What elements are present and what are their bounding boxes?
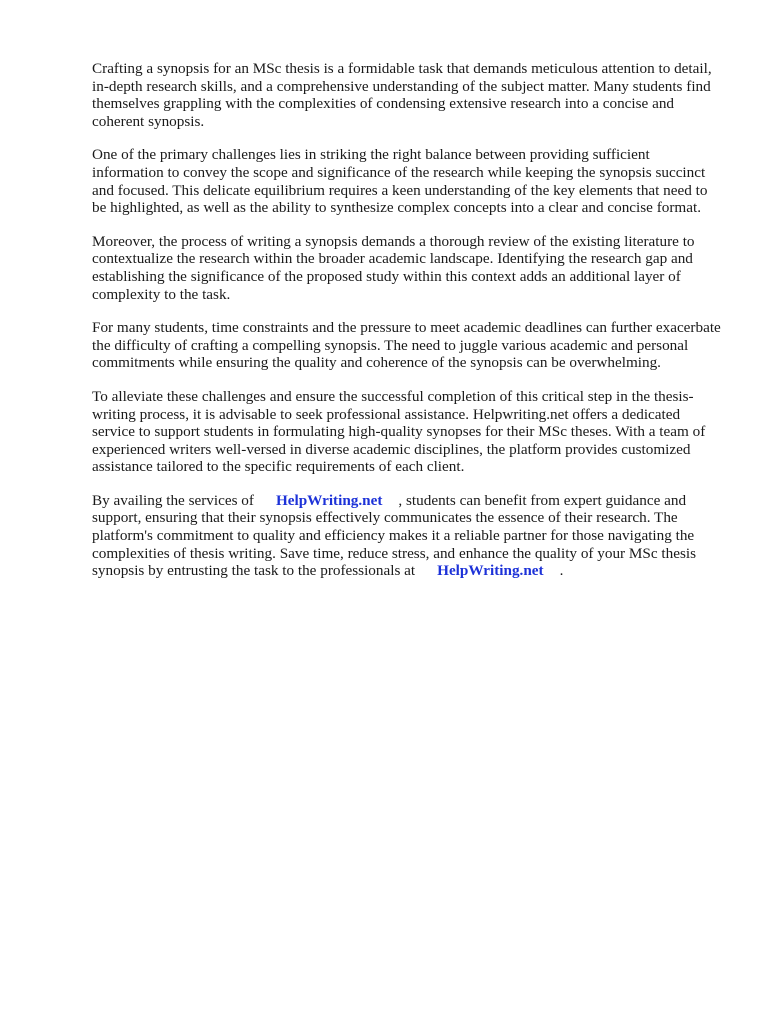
paragraph-intro: Crafting a synopsis for an MSc thesis is a formidable task that demands meticulous attention to detail, in-depth research skills, and a comprehensive understanding of the subject matter. Many students find themselves grappling with the complexities of condensing extensive research into a concise and coherent synopsis. bbox=[92, 60, 712, 130]
conclusion-text-middle: , students can benefit from expert guidance and support, ensuring that their synopsis effectively communicates the essence of their research. The platform's commitment to quality and efficiency makes it a reliable partner for those navigating the complexities of thesis writing. Save time, reduce stress, and enhance the quality of your MSc thesis synopsis by entrusting the task to the professionals at bbox=[92, 491, 696, 580]
paragraph-conclusion bbox=[92, 492, 722, 580]
paragraph-challenges: One of the primary challenges lies in striking the right balance between providing sufficient information to convey the scope and significance of the research while keeping the synopsis succinct and focused. This delicate equilibrium requires a keen understanding of the key elements that need to be highlighted, as well as the ability to synthesize complex concepts into a clear and concise format. bbox=[92, 146, 708, 217]
paragraph-literature: Moreover, the process of writing a synopsis demands a thorough review of the existing literature to contextualize the research within the broader academic landscape. Identifying the research gap and establishing the significance of the proposed study within this context adds an additional layer of complexity to the task. bbox=[92, 232, 695, 303]
helpwriting-link-2[interactable]: HelpWriting.net bbox=[437, 562, 544, 580]
conclusion-text-end: . bbox=[559, 562, 564, 580]
conclusion-text-before-link: By availing the services of bbox=[92, 491, 254, 509]
paragraph-assistance: To alleviate these challenges and ensure the successful completion of this critical step in the thesis-writing process, it is advisable to seek professional assistance. Helpwriting.net offers a dedicated service to support students in formulating high-quality synopses for their MSc theses. With a team of experienced writers well-versed in diverse academic disciplines, the platform provides customized assistance tailored to the specific requirements of each client. bbox=[92, 387, 706, 476]
helpwriting-link-1[interactable]: HelpWriting.net bbox=[275, 491, 383, 509]
document-page bbox=[92, 60, 722, 596]
paragraph-time-constraints: For many students, time constraints and the pressure to meet academic deadlines can further exacerbate the difficulty of crafting a compelling synopsis. The need to juggle various academic and personal commitments while ensuring the quality and coherence of the synopsis can be overwhelming. bbox=[92, 319, 721, 372]
